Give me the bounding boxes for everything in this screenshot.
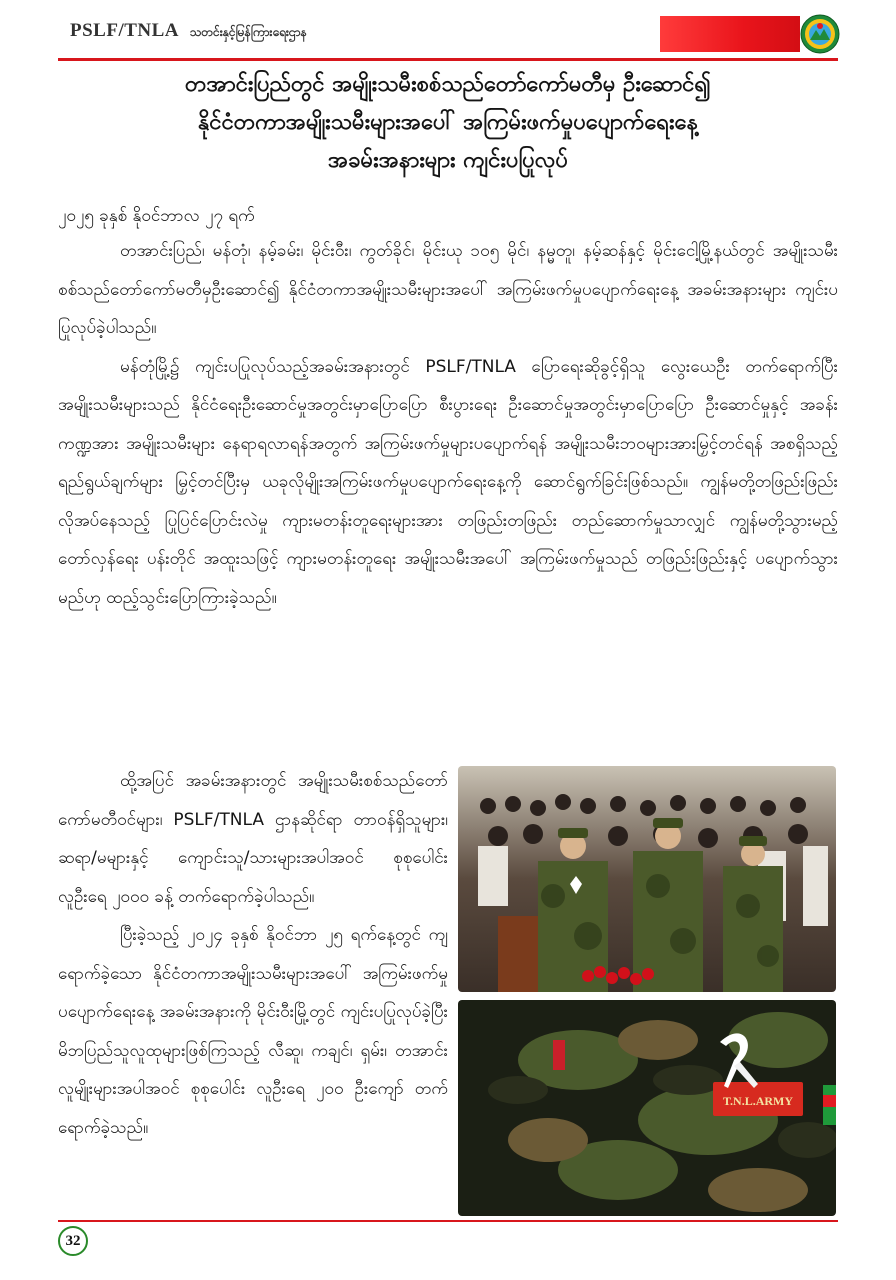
brand-subtitle: သတင်းနှင့်မြန်ကြားရေးဌာန [189, 25, 307, 39]
article-date: ၂၀၂၅ ခုနှစ် နိုဝင်ဘာလ ၂၇ ရက် [58, 206, 255, 226]
title-line: နိုင်ငံတကာအမျိုးသမီးများအပေါ် အကြမ်းဖက်မှုပပျောက်ရေးနေ့ [198, 110, 698, 135]
article-body-main [58, 232, 838, 762]
paragraph: မန်တုံမြို့၌ ကျင်းပပြုလုပ်သည့်အခမ်းအနားတွင် PSLF/TNLA ပြောရေးဆိုခွင့်ရှိသူ လွေးယေဦး တက်ရောက်ပြီး အမျိုးသမီးများသည် နိုင်ငံရေးဦးဆောင်မှုအတွင်းမှာပြောပြော စီးပွားရေး ဦးဆောင်မှုအတွင်းမှာပြောပြော ဦးဆောင်မှုနှင့် အခန်းကဏ္ဍအား အမျိုးသမီးများ နေရာရလာရန်အတွက် အကြမ်းဖက်မှုများပပျောက်ရန် အမျိုးသမီးဘဝများအားမြှင့်တင်ရန် အစရှိသည့် ရည်ရွယ်ချက်များ မြှင့်တင်ပြီးမှ ယခုလိုမျိုးအကြမ်းဖက်မှုပပျောက်ရေးနေ့ကို ဆောင်ရွက်ခြင်းဖြစ်သည်။ ကျွန်မတို့တဖြည်းဖြည်း လိုအပ်နေသည့် ပြုပြင်ပြောင်းလဲမှု ကျားမတန်းတူရေးများအား တဖြည်းတဖြည်း တည်ဆောက်မှုသာလျှင် ကျွန်မတို့သွားမည့် တော်လှန်ရေး ပန်းတိုင် အထူးသဖြင့် ကျားမတန်းတူရေး အမျိုးသမီးအပေါ် အကြမ်းဖက်မှုသည် တဖြည်းဖြည်းနှင့် ပပျောက်သွားမည်ဟု ထည့်သွင်းပြောကြားခဲ့သည်။ [58, 356, 838, 608]
header-rule [58, 58, 838, 61]
page-number: 32 [58, 1226, 88, 1256]
article-body-side [58, 762, 448, 1202]
header-brand [70, 20, 630, 50]
paragraph: တအာင်းပြည်၊ မန်တုံ၊ နမ့်ခမ်း၊ မိုင်းဝီး၊ ကွတ်ခိုင်၊ မိုင်းယု ၁၀၅ မိုင်၊ နမ္မတူ၊ နမ့်ဆန်နှင့် မိုင်းငေါ့မြို့နယ်တွင် အမျိုးသမီးစစ်သည်တော်ကော်မတီမှဦးဆောင်၍ နိုင်ငံတကာအမျိုးသမီးများအပေါ် အကြမ်းဖက်မှုပပျောက်ရေးနေ့ အခမ်းအနားများ ကျင်းပပြုလုပ်ခဲ့ပါသည်။ [58, 241, 838, 338]
brand-name: PSLF/TNLA [70, 20, 180, 41]
footer-rule [58, 1220, 838, 1222]
title-line: တအာင်းပြည်တွင် အမျိုးသမီးစစ်သည်တော်ကော်မတီမှ ဦးဆောင်၍ [185, 72, 711, 97]
organization-logo-icon [800, 14, 840, 54]
article-title [70, 66, 826, 184]
paragraph: ပြီးခဲ့သည့် ၂၀၂၄ ခုနှစ် နိုဝင်ဘာ ၂၅ ရက်နေ့တွင် ကျရောက်ခဲ့သော နိုင်ငံတကာအမျိုးသမီးများအပေါ် အကြမ်းဖက်မှုပပျောက်ရေးနေ့ အခမ်းအနားကို မိုင်းဝီးမြို့တွင် ကျင်းပပြုလုပ်ခဲ့ပြီး မိဘပြည်သူလူထုများဖြစ်ကြသည့် လီဆူ၊ ကချင်၊ ရှမ်း၊ တအာင်းလူမျိုးများအပါအဝင် စုစုပေါင်း လူဦးရေ ၂၀၀ ဦးကျော် တက်ရောက်ခဲ့သည်။ [58, 925, 448, 1138]
header-accent-bar [660, 16, 800, 52]
ribbon-uniform-photo [458, 1000, 836, 1216]
paragraph: ထို့အပြင် အခမ်းအနားတွင် အမျိုးသမီးစစ်သည်တော် ကော်မတီဝင်များ၊ PSLF/TNLA ဌာနဆိုင်ရာ တာဝန်ရှိသူများ၊ ဆရာ/မများနှင့် ကျောင်းသူ/သားများအပါအဝင် စုစုပေါင်း လူဦးရေ ၂၀၀၀ ခန့် တက်ရောက်ခဲ့ပါသည်။ [58, 771, 448, 907]
ceremony-photo [458, 766, 836, 992]
title-line: အခမ်းအနားများ ကျင်းပပြုလုပ် [327, 148, 569, 173]
patch-label: T.N.L.ARMY [722, 1094, 794, 1108]
